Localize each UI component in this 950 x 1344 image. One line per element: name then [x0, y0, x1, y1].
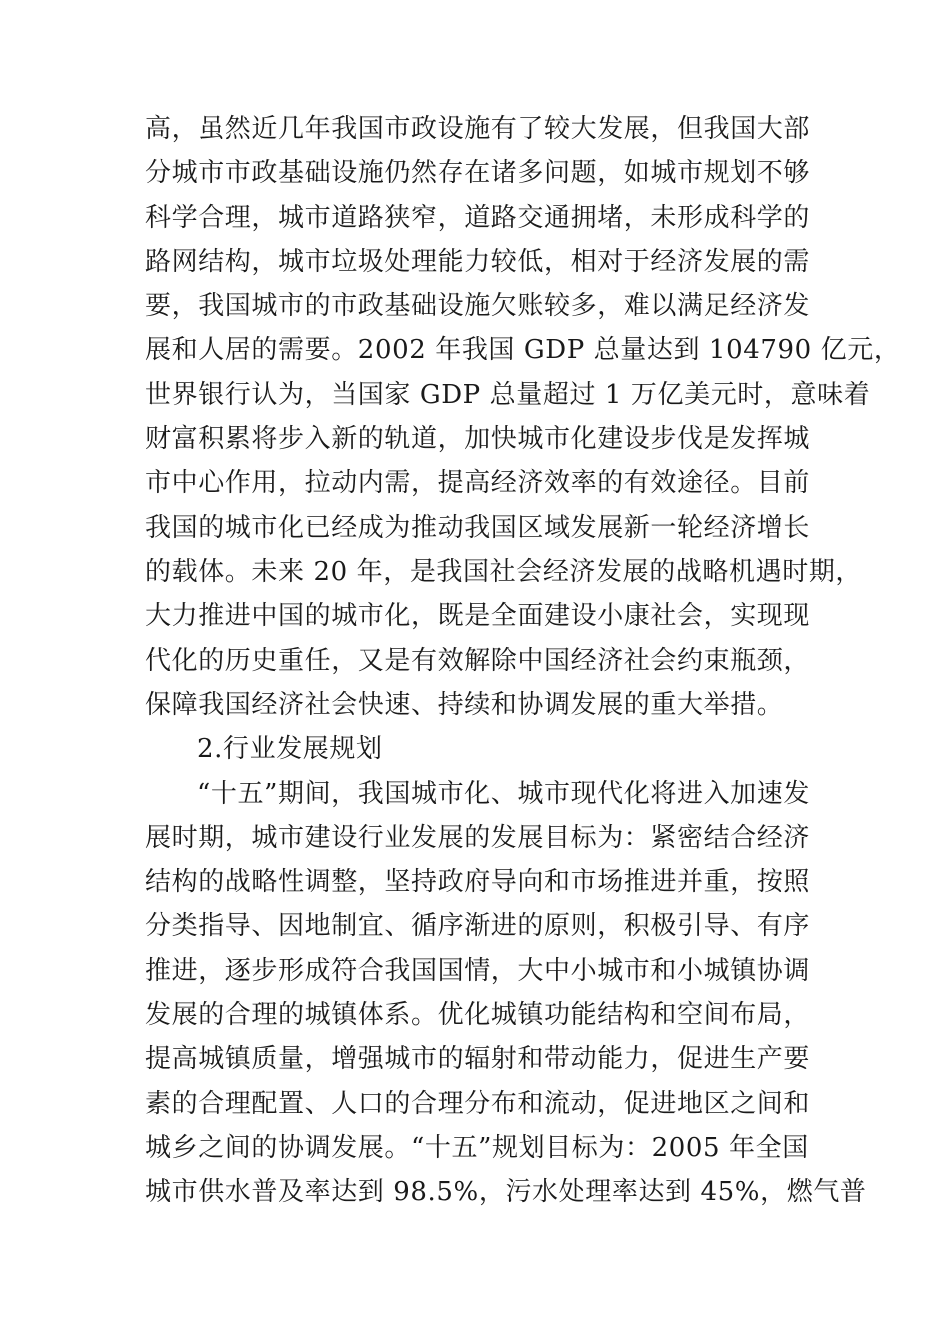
text-line: 展时期，城市建设行业发展的发展目标为：紧密结合经济: [145, 823, 811, 853]
text-line: 素的合理配置、人口的合理分布和流动，促进地区之间和: [145, 1089, 811, 1119]
text-line: 推进，逐步形成符合我国国情，大中小城市和小城镇协调: [145, 956, 811, 986]
text-line: 结构的战略性调整，坚持政府导向和市场推进并重，按照: [145, 867, 811, 897]
text-line: 展和人居的需要。2002 年我国 GDP 总量达到 104790 亿元，: [145, 335, 901, 365]
text-line: 分城市市政基础设施仍然存在诸多问题，如城市规划不够: [145, 158, 811, 188]
text-line: 分类指导、因地制宜、循序渐进的原则，积极引导、有序: [145, 911, 811, 941]
text-line: 世界银行认为，当国家 GDP 总量超过 1 万亿美元时，意味着: [145, 380, 871, 410]
text-line: 市中心作用，拉动内需，提高经济效率的有效途径。目前: [145, 468, 811, 498]
text-line: 城乡之间的协调发展。“十五”规划目标为：2005 年全国: [145, 1133, 809, 1163]
text-line: 我国的城市化已经成为推动我国区域发展新一轮经济增长: [145, 513, 811, 543]
text-line: 的载体。未来 20 年，是我国社会经济发展的战略机遇时期，: [145, 557, 863, 587]
text-line: 高，虽然近几年我国市政设施有了较大发展，但我国大部: [145, 114, 811, 144]
text-line: 路网结构，城市垃圾处理能力较低，相对于经济发展的需: [145, 247, 811, 277]
text-line: 大力推进中国的城市化，既是全面建设小康社会，实现现: [145, 601, 811, 631]
text-line: 城市供水普及率达到 98.5%，污水处理率达到 45%，燃气普: [145, 1177, 867, 1207]
text-line: 发展的合理的城镇体系。优化城镇功能结构和空间布局，: [145, 1000, 811, 1030]
text-line: 要，我国城市的市政基础设施欠账较多，难以满足经济发: [145, 291, 811, 321]
text-line: 财富积累将步入新的轨道，加快城市化建设步伐是发挥城: [145, 424, 811, 454]
text-line: 代化的历史重任，又是有效解除中国经济社会约束瓶颈，: [145, 646, 811, 676]
text-line: “十五”期间，我国城市化、城市现代化将进入加速发: [197, 779, 810, 809]
text-line: 科学合理，城市道路狭窄，道路交通拥堵，未形成科学的: [145, 203, 811, 233]
text-line: 保障我国经济社会快速、持续和协调发展的重大举措。: [145, 690, 784, 720]
section-heading: 2.行业发展规划: [197, 734, 383, 764]
text-line: 提高城镇质量，增强城市的辐射和带动能力，促进生产要: [145, 1044, 811, 1074]
